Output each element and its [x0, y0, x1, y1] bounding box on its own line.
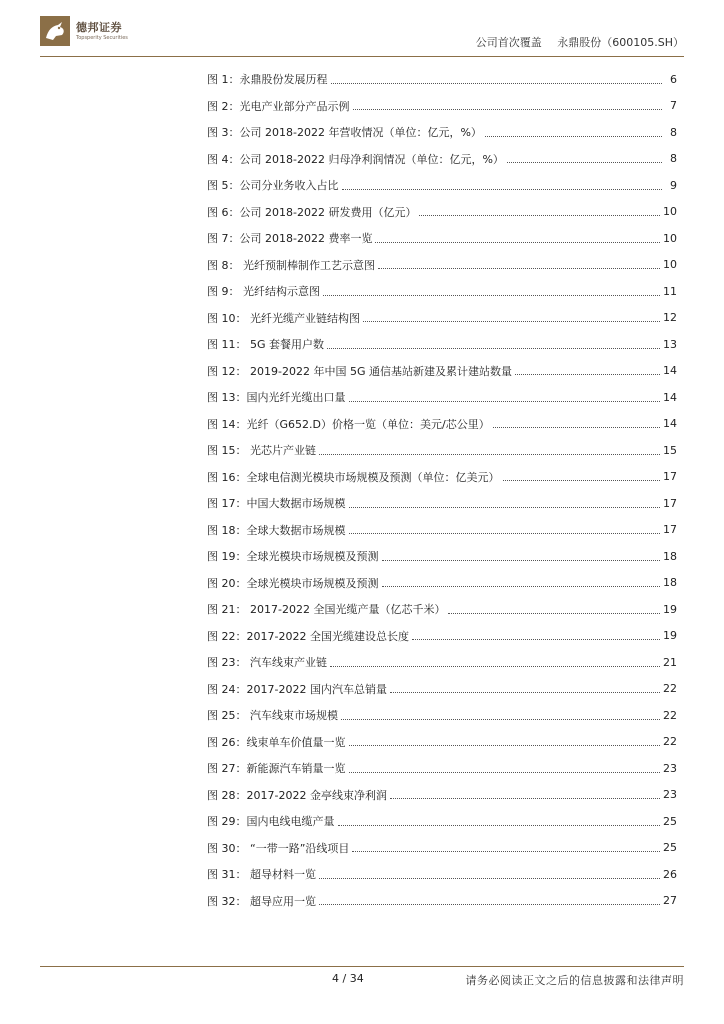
header-divider — [40, 56, 684, 57]
toc-entry-label: 图 7： — [207, 232, 240, 246]
toc-dot-leader — [352, 851, 660, 852]
toc-entry-title: 线束单车价值量一览 — [246, 735, 346, 749]
toc-entry-label: 图 20： — [207, 576, 247, 590]
toc-entry[interactable] — [207, 305, 677, 332]
toc-entry-label: 图 18： — [207, 523, 247, 537]
toc-entry-page: 12 — [663, 311, 677, 325]
toc-entry-title: 国内电线电缆产量 — [246, 815, 335, 829]
toc-entry-title: 公司 2018-2022 费率一览 — [239, 232, 373, 246]
toc-entry-label: 图 2： — [207, 99, 240, 113]
toc-entry-label: 图 28： — [207, 788, 247, 802]
toc-entry[interactable] — [207, 278, 677, 305]
toc-entry-title: “一带一路”沿线项目 — [246, 841, 350, 855]
toc-dot-leader — [338, 825, 661, 826]
toc-entry-title: 汽车线束产业链 — [246, 656, 327, 670]
toc-dot-leader — [390, 692, 660, 693]
toc-entry-title: 永鼎股份发展历程 — [239, 73, 328, 87]
toc-entry-page: 17 — [663, 523, 677, 537]
toc-entry-page: 23 — [663, 761, 677, 775]
toc-entry-label: 图 4： — [207, 152, 240, 166]
toc-entry[interactable] — [207, 596, 677, 623]
toc-dot-leader — [419, 215, 660, 216]
toc-entry-title: 全球大数据市场规模 — [246, 523, 346, 537]
toc-entry-title: 新能源汽车销量一览 — [246, 762, 346, 776]
toc-entry-page: 25 — [663, 841, 677, 855]
toc-entry-label: 图 22： — [207, 629, 247, 643]
toc-dot-leader — [448, 613, 660, 614]
toc-entry-page: 14 — [663, 364, 677, 378]
toc-entry-page: 21 — [663, 655, 677, 669]
toc-dot-leader — [375, 242, 660, 243]
toc-entry-page: 6 — [670, 72, 677, 86]
toc-entry-label: 图 9： — [207, 285, 240, 299]
toc-dot-leader — [349, 507, 661, 508]
toc-entry[interactable] — [207, 199, 677, 226]
page-number: 4 / 34 — [332, 972, 364, 985]
toc-entry-label: 图 27： — [207, 762, 247, 776]
toc-entry-title: 光纤结构示意图 — [239, 285, 320, 299]
toc-dot-leader — [363, 321, 660, 322]
toc-entry-title: 公司 2018-2022 年营收情况（单位：亿元，%） — [239, 126, 482, 140]
legal-disclaimer: 请务必阅读正文之后的信息披露和法律声明 — [465, 974, 684, 987]
toc-entry-title: 2017-2022 金亭线束净利润 — [246, 788, 387, 802]
report-type: 公司首次覆盖 — [475, 36, 542, 49]
toc-entry-label: 图 8： — [207, 258, 240, 272]
toc-entry-label: 图 13： — [207, 391, 247, 405]
toc-entry-page: 22 — [663, 708, 677, 722]
toc-entry-title: 全球电信测光模块市场规模及预测（单位：亿美元） — [246, 470, 500, 484]
toc-entry[interactable] — [207, 782, 677, 809]
toc-dot-leader — [330, 666, 660, 667]
toc-entry[interactable] — [207, 225, 677, 252]
toc-entry-label: 图 1： — [207, 73, 240, 87]
toc-entry-page: 25 — [663, 814, 677, 828]
toc-entry-title: 2017-2022 国内汽车总销量 — [246, 682, 387, 696]
toc-entry-page: 8 — [670, 125, 677, 139]
toc-entry[interactable] — [207, 835, 677, 862]
toc-entry-label: 图 12： — [207, 364, 247, 378]
toc-entry-label: 图 23： — [207, 656, 247, 670]
toc-entry-title: 公司 2018-2022 研发费用（亿元） — [239, 205, 417, 219]
toc-entry-label: 图 25： — [207, 709, 247, 723]
toc-entry-page: 23 — [663, 788, 677, 802]
toc-entry[interactable] — [207, 702, 677, 729]
toc-entry[interactable] — [207, 808, 677, 835]
toc-dot-leader — [382, 560, 661, 561]
toc-dot-leader — [327, 348, 660, 349]
toc-entry-label: 图 29： — [207, 815, 247, 829]
toc-entry[interactable] — [207, 755, 677, 782]
toc-entry[interactable] — [207, 649, 677, 676]
toc-entry-page: 27 — [663, 894, 677, 908]
toc-entry-page: 7 — [670, 99, 677, 113]
toc-entry-label: 图 17： — [207, 497, 247, 511]
toc-dot-leader — [353, 109, 663, 110]
toc-entry[interactable] — [207, 623, 677, 650]
toc-entry-page: 19 — [663, 602, 677, 616]
toc-entry-title: 公司 2018-2022 归母净利润情况（单位：亿元，%） — [239, 152, 504, 166]
toc-entry[interactable] — [207, 384, 677, 411]
toc-entry[interactable] — [207, 517, 677, 544]
toc-entry-page: 11 — [663, 284, 677, 298]
toc-entry-page: 10 — [663, 258, 677, 272]
toc-entry-title: 国内光纤光缆出口量 — [246, 391, 346, 405]
toc-entry-page: 8 — [670, 152, 677, 166]
toc-entry[interactable] — [207, 252, 677, 279]
toc-entry-title: 超导应用一览 — [246, 894, 316, 908]
toc-entry-label: 图 30： — [207, 841, 247, 855]
toc-dot-leader — [515, 374, 660, 375]
toc-entry-page: 22 — [663, 735, 677, 749]
toc-entry-title: 5G 套餐用户数 — [246, 338, 325, 352]
toc-entry-label: 图 31： — [207, 868, 247, 882]
toc-entry-title: 光纤（G652.D）价格一览（单位：美元/芯公里） — [246, 417, 490, 431]
toc-dot-leader — [503, 480, 661, 481]
company-logo — [40, 14, 160, 48]
toc-dot-leader — [323, 295, 660, 296]
logo-text-en: Topsperity Securities — [76, 35, 128, 41]
toc-entry[interactable] — [207, 437, 677, 464]
toc-dot-leader — [319, 454, 660, 455]
toc-dot-leader — [331, 83, 663, 84]
toc-entry[interactable] — [207, 888, 677, 915]
toc-entry[interactable] — [207, 411, 677, 438]
toc-entry-title: 2019-2022 年中国 5G 通信基站新建及累计建站数量 — [246, 364, 512, 378]
toc-entry-label: 图 16： — [207, 470, 247, 484]
toc-entry-label: 图 19： — [207, 550, 247, 564]
toc-entry-page: 22 — [663, 682, 677, 696]
toc-entry-title: 全球光模块市场规模及预测 — [246, 576, 379, 590]
toc-entry-label: 图 21： — [207, 603, 247, 617]
toc-entry-title: 中国大数据市场规模 — [246, 497, 346, 511]
toc-dot-leader — [382, 586, 661, 587]
toc-dot-leader — [485, 136, 662, 137]
toc-entry-page: 13 — [663, 337, 677, 351]
toc-entry-page: 18 — [663, 549, 677, 563]
footer-divider — [40, 966, 684, 967]
toc-entry-page: 26 — [663, 867, 677, 881]
toc-dot-leader — [412, 639, 660, 640]
toc-entry[interactable] — [207, 570, 677, 597]
page-header — [40, 14, 684, 54]
toc-entry[interactable] — [207, 676, 677, 703]
toc-entry[interactable] — [207, 172, 677, 199]
toc-entry-page: 14 — [663, 417, 677, 431]
toc-dot-leader — [342, 189, 663, 190]
toc-entry-label: 图 11： — [207, 338, 247, 352]
toc-entry-page: 14 — [663, 390, 677, 404]
toc-entry-label: 图 14： — [207, 417, 247, 431]
toc-entry[interactable] — [207, 464, 677, 491]
toc-entry-title: 2017-2022 全国光缆建设总长度 — [246, 629, 409, 643]
logo-text-cn: 德邦证券 — [76, 21, 122, 34]
company-ticker: 永鼎股份（600105.SH） — [557, 36, 684, 49]
toc-entry-title: 全球光模块市场规模及预测 — [246, 550, 379, 564]
toc-entry-title: 2017-2022 全国光缆产量（亿芯千米） — [246, 603, 446, 617]
toc-dot-leader — [319, 878, 660, 879]
toc-dot-leader — [349, 745, 661, 746]
toc-entry-page: 17 — [663, 496, 677, 510]
toc-dot-leader — [349, 533, 661, 534]
toc-entry-label: 图 26： — [207, 735, 247, 749]
toc-entry[interactable] — [207, 331, 677, 358]
toc-entry-label: 图 3： — [207, 126, 240, 140]
toc-dot-leader — [390, 798, 660, 799]
figure-list — [207, 66, 677, 914]
toc-entry-title: 汽车线束市场规模 — [246, 709, 338, 723]
toc-entry-title: 光芯片产业链 — [246, 444, 316, 458]
toc-entry[interactable] — [207, 358, 677, 385]
toc-entry-title: 公司分业务收入占比 — [239, 179, 339, 193]
toc-dot-leader — [507, 162, 662, 163]
toc-entry-title: 光电产业部分产品示例 — [239, 99, 350, 113]
toc-entry[interactable] — [207, 146, 677, 173]
dragon-logo-icon — [40, 16, 70, 46]
toc-entry-page: 18 — [663, 576, 677, 590]
toc-entry[interactable] — [207, 119, 677, 146]
header-report-info — [476, 34, 684, 50]
toc-entry-label: 图 15： — [207, 444, 247, 458]
toc-entry-page: 15 — [663, 443, 677, 457]
toc-entry-title: 光纤预制棒制作工艺示意图 — [239, 258, 375, 272]
toc-dot-leader — [493, 427, 660, 428]
toc-entry-label: 图 32： — [207, 894, 247, 908]
toc-entry[interactable] — [207, 861, 677, 888]
toc-entry-page: 10 — [663, 231, 677, 245]
toc-entry-page: 19 — [663, 629, 677, 643]
toc-entry-label: 图 10： — [207, 311, 247, 325]
toc-entry-label: 图 6： — [207, 205, 240, 219]
toc-entry[interactable] — [207, 93, 677, 120]
toc-entry[interactable] — [207, 729, 677, 756]
toc-entry[interactable] — [207, 490, 677, 517]
toc-dot-leader — [319, 904, 660, 905]
toc-entry-title: 光纤光缆产业链结构图 — [246, 311, 360, 325]
toc-entry-page: 9 — [670, 178, 677, 192]
toc-entry-label: 图 24： — [207, 682, 247, 696]
toc-entry-page: 17 — [663, 470, 677, 484]
toc-entry-page: 10 — [663, 205, 677, 219]
toc-entry-label: 图 5： — [207, 179, 240, 193]
toc-entry[interactable] — [207, 543, 677, 570]
toc-dot-leader — [341, 719, 660, 720]
toc-dot-leader — [349, 772, 661, 773]
toc-dot-leader — [349, 401, 661, 402]
toc-entry-title: 超导材料一览 — [246, 868, 316, 882]
toc-dot-leader — [378, 268, 660, 269]
toc-entry[interactable] — [207, 66, 677, 93]
